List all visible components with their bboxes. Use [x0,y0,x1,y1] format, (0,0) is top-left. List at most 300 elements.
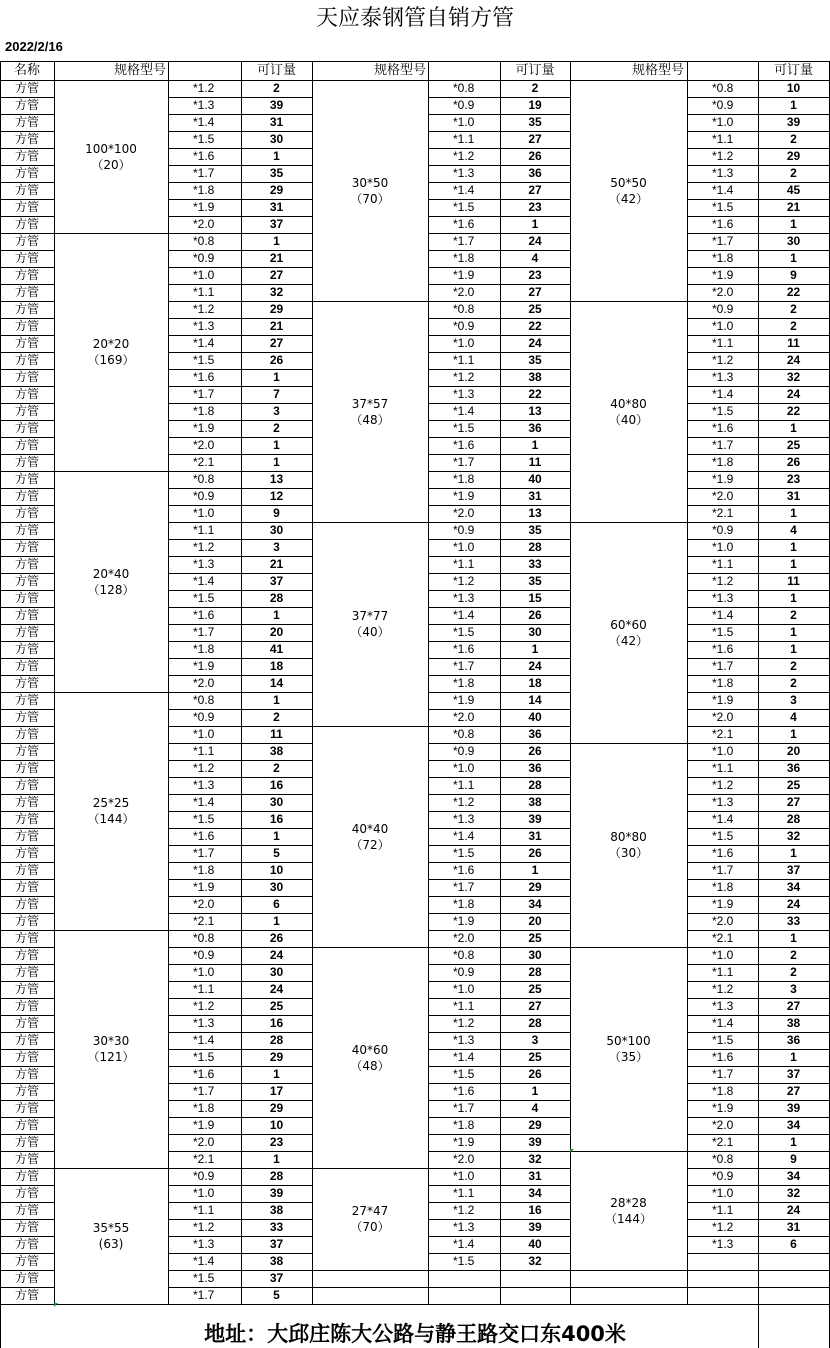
row-name: 方管 [14,200,39,214]
available-qty: 1 [790,217,797,231]
thickness-spec: *2.0 [453,285,475,299]
thickness-spec: *1.0 [453,1169,475,1183]
row-line [0,386,54,387]
row-name: 方管 [14,98,39,112]
available-qty: 33 [528,557,542,571]
thickness-spec: *1.8 [453,1118,475,1132]
thickness-spec: *0.8 [193,472,215,486]
thickness-spec: *2.0 [712,914,734,928]
available-qty: 40 [528,472,542,486]
thickness-spec: *1.6 [453,863,475,877]
available-qty: 39 [269,1186,284,1200]
available-qty: 30 [269,523,284,537]
thickness-spec: *1.2 [193,540,215,554]
thickness-spec: *1.9 [193,1118,215,1132]
available-qty: 25 [786,778,801,792]
thickness-spec: *1.1 [712,336,734,350]
available-qty: 2 [790,659,797,673]
row-line [0,760,54,761]
thickness-spec: *1.3 [453,166,475,180]
size-group-label: 28*28 [610,1195,647,1210]
thickness-spec: *1.3 [193,778,215,792]
row-name: 方管 [14,1271,39,1285]
row-name: 方管 [14,982,39,996]
row-line [0,1066,54,1067]
cell-marker [54,1303,58,1307]
available-qty: 2 [790,302,797,316]
size-group-label: 35*55 [92,1221,130,1235]
row-line [0,828,54,829]
size-group [312,522,428,726]
available-qty: 27 [528,183,542,197]
header-bottom-line [0,80,830,81]
thickness-spec: *2.0 [193,897,215,911]
row-line [0,335,54,336]
thickness-spec: *1.5 [453,1254,475,1268]
thickness-spec [687,1270,758,1287]
thickness-spec: *2.0 [453,710,475,724]
row-line [0,182,54,183]
row-line [0,403,54,404]
available-qty: 34 [528,897,542,911]
thickness-spec: *1.6 [712,846,734,860]
available-qty: 3 [273,404,280,418]
available-qty: 30 [269,795,284,809]
row-name: 方管 [14,1237,39,1251]
col-line [168,61,169,1305]
thickness-spec: *1.7 [453,659,475,673]
size-group-count: （42） [608,191,649,206]
row-name: 方管 [14,234,39,248]
size-group-label: 20*40 [92,566,130,581]
available-qty: 36 [528,166,542,180]
available-qty: 29 [528,1118,542,1132]
available-qty: 27 [269,336,284,350]
row-line [0,488,54,489]
available-qty: 7 [273,387,280,401]
available-qty: 21 [786,200,801,214]
available-qty: 36 [786,761,801,775]
size-group-count: （144） [605,1211,652,1226]
available-qty: 24 [528,336,542,350]
thickness-spec: *1.8 [453,251,475,265]
thickness-spec: *1.3 [712,1237,734,1251]
available-qty: 39 [528,1135,542,1149]
row-line [0,97,54,98]
thickness-spec: *1.5 [193,812,215,826]
row-name: 方管 [14,591,39,605]
row-name: 方管 [14,438,39,452]
available-qty: 34 [786,880,801,894]
available-qty: 11 [528,455,542,469]
thickness-spec: *1.0 [712,319,734,333]
col-line [500,61,501,1305]
row-line [0,811,54,812]
available-qty: 39 [528,812,542,826]
thickness-spec: *2.0 [712,1118,734,1132]
row-name: 方管 [14,1135,39,1149]
row-line [0,1168,54,1169]
thickness-spec: *2.1 [712,727,734,741]
thickness-spec: *1.7 [712,438,734,452]
row-name: 方管 [14,1254,39,1268]
size-group [312,1168,428,1270]
col-line [241,61,242,1305]
available-qty: 39 [528,1220,542,1234]
available-qty: 26 [528,608,542,622]
thickness-spec: *0.9 [453,98,475,112]
available-qty: 1 [273,455,280,469]
size-group [312,1287,428,1304]
row-line [0,284,54,285]
available-qty: 1 [790,846,797,860]
row-name: 方管 [14,1084,39,1098]
thickness-spec: *1.7 [193,846,215,860]
thickness-spec: *2.1 [193,455,215,469]
thickness-spec: *1.4 [712,608,734,622]
size-group-count: （70） [350,1220,390,1234]
row-line [0,692,54,693]
available-qty: 27 [786,999,801,1013]
header-qty: 可订量 [256,63,296,78]
available-qty: 37 [786,1067,801,1081]
available-qty: 39 [786,1101,801,1115]
available-qty: 28 [786,812,801,826]
available-qty: 36 [786,1033,801,1047]
thickness-spec: *2.0 [193,438,215,452]
available-qty: 1 [531,863,539,877]
thickness-spec: *1.2 [712,778,734,792]
row-name: 方管 [14,387,39,401]
thickness-spec [687,1287,758,1304]
row-line [0,148,54,149]
thickness-spec: *1.2 [712,149,734,163]
size-group-count: （40） [350,625,390,639]
row-line [0,539,54,540]
available-qty: 27 [269,268,284,282]
row-name: 方管 [14,744,39,758]
size-group-label: 25*25 [92,796,130,810]
available-qty: 39 [269,98,284,112]
available-qty: 37 [269,217,284,231]
available-qty: 16 [528,1203,542,1217]
row-name: 方管 [14,489,39,503]
thickness-spec: *1.1 [712,1203,734,1217]
thickness-spec: *1.3 [712,999,734,1013]
thickness-spec: *1.4 [193,336,215,350]
header-spec: 规格型号 [374,63,427,78]
header-spec: 规格型号 [632,63,685,78]
available-qty: 41 [269,642,284,656]
row-line [0,641,54,642]
row-line [0,913,54,914]
available-qty: 2 [790,166,797,180]
thickness-spec: *0.9 [453,965,475,979]
row-line [0,726,54,727]
available-qty: 1 [790,1050,797,1064]
available-qty: 20 [528,914,542,928]
available-qty: 10 [269,1118,284,1132]
available-qty: 16 [269,812,284,826]
available-qty: 22 [786,285,801,299]
available-qty: 21 [269,319,284,333]
available-qty: 21 [269,557,284,571]
available-qty: 6 [790,1237,797,1251]
thickness-spec: *1.4 [712,1016,734,1030]
available-qty: 31 [786,1220,801,1234]
size-group-label: 40*80 [610,396,647,411]
thickness-spec: *0.9 [712,98,734,112]
thickness-spec: *1.5 [453,421,475,435]
available-qty: 28 [269,1033,284,1047]
available-qty: 1 [790,931,797,945]
thickness-spec: *1.5 [193,132,215,146]
available-qty: 28 [269,591,284,605]
available-qty: 31 [786,489,801,503]
thickness-spec: *1.3 [712,591,734,605]
row-name: 方管 [14,557,39,571]
thickness-spec: *1.0 [193,506,215,520]
size-group-count: （40） [608,412,649,427]
thickness-spec: *1.5 [193,1271,215,1285]
row-name: 方管 [14,1288,39,1302]
header-name: 名称 [13,63,40,78]
available-qty: 32 [786,829,801,843]
row-name: 方管 [14,727,39,741]
row-name: 方管 [14,676,39,690]
available-qty: 1 [273,370,280,384]
thickness-spec: *1.2 [453,1016,475,1030]
thickness-spec: *2.1 [193,1152,215,1166]
available-qty: 35 [528,523,542,537]
row-name: 方管 [14,761,39,775]
row-name: 方管 [14,625,39,639]
thickness-spec: *1.3 [712,370,734,384]
row-line [0,1287,54,1288]
thickness-spec: *1.1 [193,523,215,537]
row-name: 方管 [14,880,39,894]
thickness-spec: *1.1 [453,999,475,1013]
row-line [0,199,54,200]
row-name: 方管 [14,540,39,554]
cell-marker [570,1149,574,1153]
row-name: 方管 [14,115,39,129]
row-name: 方管 [14,336,39,350]
size-group [312,301,428,522]
row-line [0,573,54,574]
available-qty: 3 [790,982,797,996]
row-name: 方管 [14,319,39,333]
col-line [0,61,1,1305]
size-group [570,1270,687,1287]
available-qty: 31 [528,1169,542,1183]
thickness-spec: *1.6 [712,421,734,435]
thickness-spec: *1.2 [193,302,215,316]
size-group-count: （70） [350,191,390,206]
available-qty: 37 [269,574,284,588]
thickness-spec: *1.0 [453,115,475,129]
thickness-spec [428,1287,500,1304]
available-qty: 1 [790,727,797,741]
row-line [0,471,54,472]
size-group [54,692,168,930]
row-name: 方管 [14,1118,39,1132]
row-name: 方管 [14,829,39,843]
thickness-spec [687,1253,758,1270]
available-qty: 27 [786,795,801,809]
row-line [0,947,54,948]
available-qty: 29 [269,302,284,316]
thickness-spec: *1.4 [453,183,475,197]
thickness-spec: *1.9 [193,200,215,214]
col-line [758,61,759,1305]
row-line [0,1202,54,1203]
row-line [0,1049,54,1050]
thickness-spec: *1.2 [193,999,215,1013]
thickness-spec: *1.2 [453,574,475,588]
thickness-spec: *0.8 [193,234,215,248]
available-qty: 38 [528,795,542,809]
row-name: 方管 [14,1186,39,1200]
available-qty: 13 [528,404,542,418]
size-group-count: （169） [87,353,135,367]
thickness-spec: *1.8 [453,472,475,486]
row-line [0,522,54,523]
available-qty: 28 [528,778,542,792]
row-line [0,165,54,166]
available-qty: 1 [790,506,797,520]
thickness-spec: *0.8 [712,81,734,95]
thickness-spec: *1.7 [712,1067,734,1081]
row-name: 方管 [14,608,39,622]
thickness-spec: *1.6 [453,438,475,452]
available-qty: 14 [528,693,542,707]
size-group-count: （128） [87,582,135,597]
row-name: 方管 [14,642,39,656]
row-name: 方管 [14,1169,39,1183]
thickness-spec: *1.9 [712,1101,734,1115]
available-qty: 30 [269,880,284,894]
row-name: 方管 [14,897,39,911]
thickness-spec: *1.7 [453,455,475,469]
available-qty: 37 [786,863,801,877]
available-qty: 33 [269,1220,284,1234]
available-qty: 35 [528,353,542,367]
thickness-spec: *1.8 [193,404,215,418]
available-qty: 26 [528,1067,542,1081]
thickness-spec: *1.0 [193,727,215,741]
row-line [0,131,54,132]
thickness-spec: *1.4 [453,608,475,622]
row-line [0,607,54,608]
thickness-spec: *1.9 [453,1135,475,1149]
row-name: 方管 [14,1033,39,1047]
row-name: 方管 [14,999,39,1013]
row-name: 方管 [14,285,39,299]
row-line [0,845,54,846]
available-qty: 36 [528,727,542,741]
row-line [0,658,54,659]
thickness-spec: *1.9 [453,489,475,503]
available-qty: 1 [790,251,797,265]
row-line [0,1185,54,1186]
thickness-spec: *1.0 [193,965,215,979]
size-group [54,930,168,1168]
size-group [570,301,687,522]
thickness-spec: *1.1 [712,557,734,571]
thickness-spec: *1.7 [193,387,215,401]
available-qty: 11 [787,574,800,588]
size-group [54,233,168,471]
available-qty: 11 [270,727,283,741]
thickness-spec: *0.9 [453,744,475,758]
row-line [0,743,54,744]
row-line [0,1083,54,1084]
available-qty: 30 [269,965,284,979]
size-group-count: （35） [608,1050,649,1064]
row-name: 方管 [14,81,39,95]
thickness-spec: *0.8 [712,1152,734,1166]
row-name: 方管 [14,404,39,418]
size-group [570,80,687,301]
thickness-spec: *1.8 [193,642,215,656]
available-qty: 28 [528,1016,542,1030]
available-qty: 30 [786,234,801,248]
available-qty: 19 [528,98,542,112]
thickness-spec: *1.1 [453,1186,475,1200]
size-group-label: 100*100 [85,141,137,156]
available-qty: 1 [790,1135,797,1149]
available-qty: 38 [269,1254,284,1268]
thickness-spec: *0.9 [193,1169,215,1183]
thickness-spec: *1.7 [193,166,215,180]
thickness-spec: *1.0 [453,336,475,350]
available-qty: 1 [531,1084,539,1098]
thickness-spec: *0.9 [453,319,475,333]
available-qty: 23 [269,1135,284,1149]
thickness-spec: *1.8 [712,880,734,894]
available-qty: 34 [786,1169,801,1183]
row-line [0,369,54,370]
thickness-spec: *1.7 [193,1288,215,1302]
thickness-spec: *1.5 [712,200,734,214]
table-top-line [0,61,830,62]
size-group-label: 37*77 [351,609,389,623]
thickness-spec: *1.0 [712,115,734,129]
row-line [0,352,54,353]
available-qty: 15 [528,591,542,605]
thickness-spec: *1.4 [193,115,215,129]
size-group [312,1270,428,1287]
available-qty: 29 [786,149,801,163]
row-name: 方管 [14,1220,39,1234]
available-qty: 5 [273,846,280,860]
thickness-spec: *0.9 [712,1169,734,1183]
available-qty: 23 [786,472,801,486]
available-qty: 24 [786,897,801,911]
available-qty: 5 [273,1288,280,1302]
row-name: 方管 [14,302,39,316]
available-qty: 37 [269,1271,284,1285]
thickness-spec: *2.1 [712,931,734,945]
thickness-spec: *1.6 [193,608,215,622]
available-qty: 26 [269,931,284,945]
available-qty: 23 [528,268,542,282]
size-group [570,522,687,743]
thickness-spec: *1.7 [193,1084,215,1098]
thickness-spec: *1.9 [712,897,734,911]
thickness-spec: *1.6 [193,829,215,843]
